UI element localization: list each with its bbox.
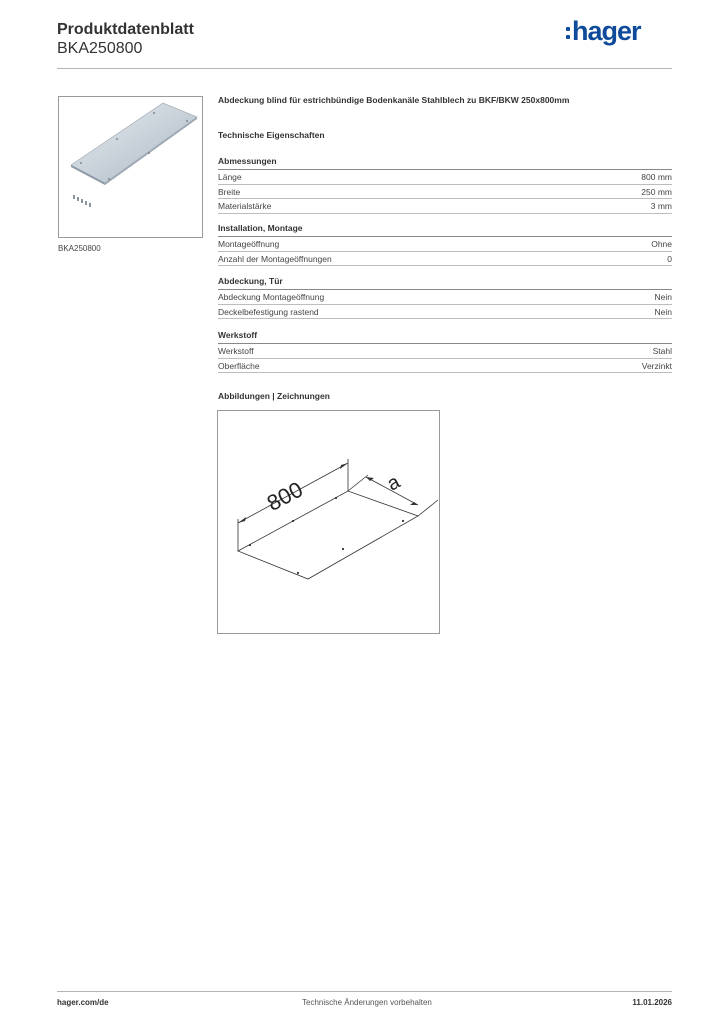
section-dimensions bbox=[218, 156, 672, 214]
hager-logo bbox=[566, 16, 658, 46]
property-value: 250 mm bbox=[641, 186, 672, 197]
property-value: 3 mm bbox=[650, 201, 672, 211]
steel-plate-icon bbox=[59, 97, 202, 237]
section-installation bbox=[218, 223, 672, 266]
product-description: Abdeckung blind für estrichbündige Bodenkanäle Stahlblech zu BKF/BKW 250x800mm bbox=[218, 95, 570, 105]
property-row bbox=[218, 185, 672, 200]
property-label: Montageöffnung bbox=[218, 239, 280, 249]
logo-text: hager bbox=[572, 15, 641, 46]
technical-drawing bbox=[217, 410, 440, 634]
dimension-drawing bbox=[218, 411, 439, 633]
logo-dots-icon bbox=[566, 27, 570, 39]
section-material bbox=[218, 330, 672, 373]
property-label: Abdeckung Montageöffnung bbox=[218, 292, 325, 302]
property-row bbox=[218, 199, 672, 214]
section-title: Abmessungen bbox=[218, 156, 277, 166]
property-label: Breite bbox=[218, 186, 241, 197]
property-label: Deckelbefestigung rastend bbox=[218, 306, 319, 317]
document-title: Produktdatenblatt bbox=[57, 21, 194, 38]
property-row bbox=[218, 252, 672, 267]
property-value: Ohne bbox=[651, 239, 672, 249]
length-dimension-label: 800 bbox=[262, 476, 307, 516]
property-row bbox=[218, 305, 672, 320]
footer-date: 11.01.2026 bbox=[632, 998, 672, 1007]
property-value: Stahl bbox=[652, 346, 672, 356]
property-value: 800 mm bbox=[641, 172, 672, 182]
section-cover bbox=[218, 276, 672, 319]
property-value: Nein bbox=[654, 306, 672, 317]
section-title: Abdeckung, Tür bbox=[218, 276, 283, 286]
property-row bbox=[218, 359, 672, 374]
figures-heading: Abbildungen | Zeichnungen bbox=[218, 391, 330, 401]
property-value: Nein bbox=[654, 292, 672, 302]
header-divider bbox=[57, 68, 672, 69]
width-dimension-label: a bbox=[383, 470, 404, 496]
footer-website[interactable]: hager.com/de bbox=[57, 998, 109, 1007]
section-title: Installation, Montage bbox=[218, 223, 303, 233]
property-label: Anzahl der Montageöffnungen bbox=[218, 253, 332, 264]
article-number: BKA250800 bbox=[57, 40, 143, 57]
property-row bbox=[218, 344, 672, 359]
property-value: Verzinkt bbox=[641, 360, 672, 371]
property-label: Werkstoff bbox=[218, 346, 254, 356]
image-caption: BKA250800 bbox=[58, 244, 101, 253]
footer-notice: Technische Änderungen vorbehalten bbox=[302, 998, 432, 1007]
property-row bbox=[218, 170, 672, 185]
section-title: Werkstoff bbox=[218, 330, 258, 340]
product-image bbox=[58, 96, 203, 238]
property-label: Oberfläche bbox=[218, 360, 260, 371]
property-label: Länge bbox=[218, 172, 242, 182]
property-label: Materialstärke bbox=[218, 201, 272, 211]
footer-divider bbox=[57, 991, 672, 992]
property-row bbox=[218, 237, 672, 252]
property-value: 0 bbox=[667, 253, 672, 264]
property-row bbox=[218, 290, 672, 305]
properties-heading: Technische Eigenschaften bbox=[218, 130, 325, 140]
